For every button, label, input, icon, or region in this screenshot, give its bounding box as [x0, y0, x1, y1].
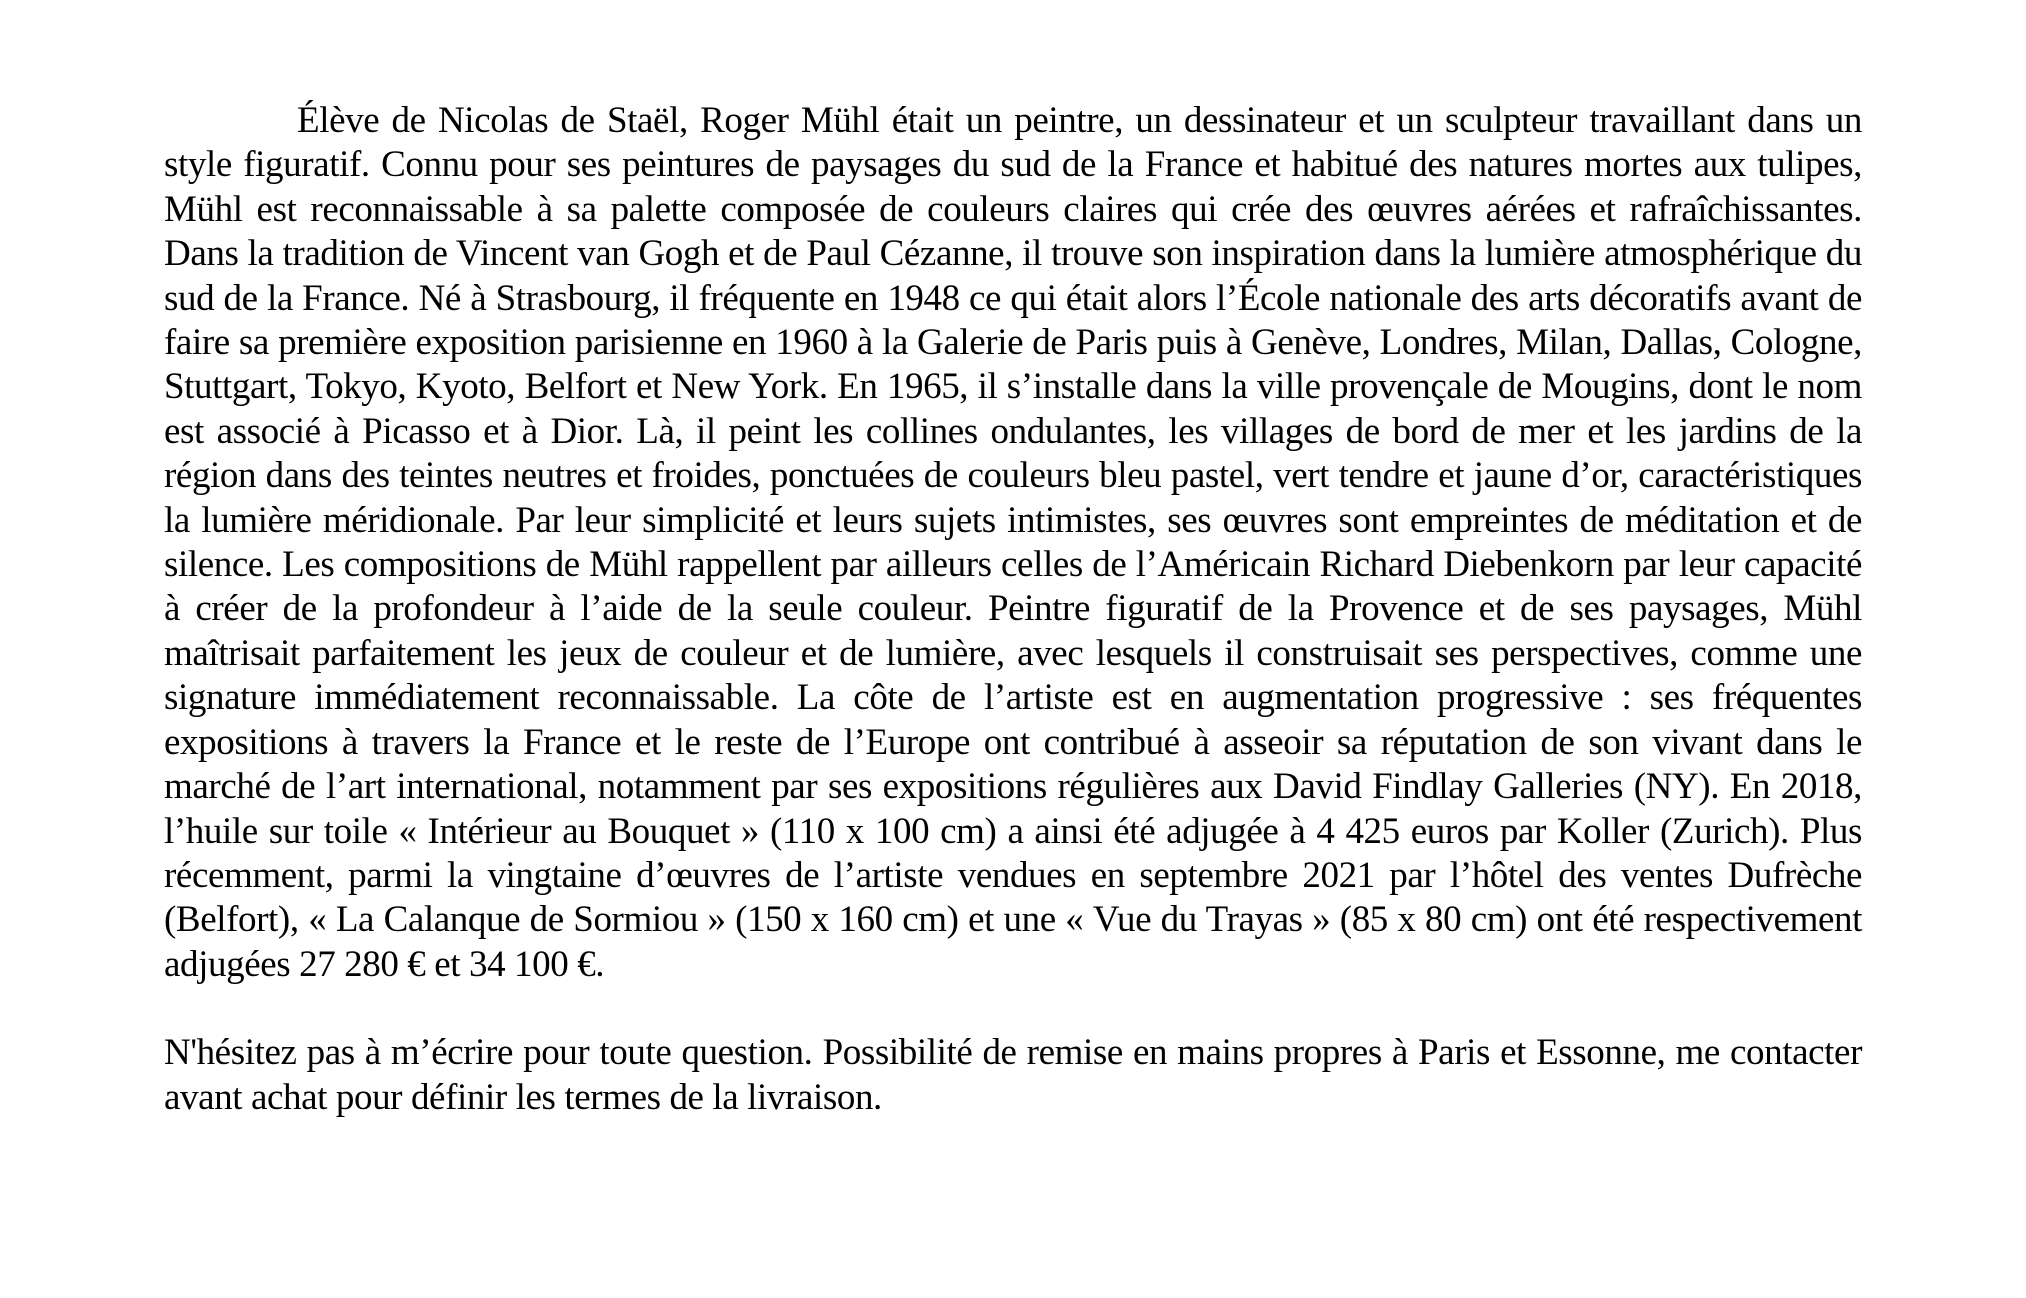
paragraph-contact-note: N'hésitez pas à m’écrire pour toute question. Possibilité de remise en mains propres à Paris et Essonne, me contacter avant achat pour définir les termes de la livraison. [164, 1032, 1862, 1118]
paragraph-artist-biography: Élève de Nicolas de Staël, Roger Mühl était un peintre, un dessinateur et un sculpteur travaillant dans un style figuratif. Connu pour ses peintures de paysages du sud de la France et habitué des natures mortes aux tulipes, Mühl est reconnaissable à sa palette composée de couleurs claires qui crée des œuvres aérées et rafraîchissantes. Dans la tradition de Vincent van Gogh et de Paul Cézanne, il trouve son inspiration dans la lumière atmosphérique du sud de la France. Né à Strasbourg, il fréquente en 1948 ce qui était alors l’École nationale des arts décoratifs avant de faire sa première exposition parisienne en 1960 à la Galerie de Paris puis à Genève, Londres, Milan, Dallas, Cologne, Stuttgart, Tokyo, Kyoto, Belfort et New York. En 1965, il s’installe dans la ville provençale de Mougins, dont le nom est associé à Picasso et à Dior. Là, il peint les collines ondulantes, les villages de bord de mer et les jardins de la région dans des teintes neutres et froides, ponctuées de couleurs bleu pastel, vert tendre et jaune d’or, caractéristiques la lumière méridionale. Par leur simplicité et leurs sujets intimistes, ses œuvres sont empreintes de méditation et de silence. Les compositions de Mühl rappellent par ailleurs celles de l’Américain Richard Diebenkorn par leur capacité à créer de la profondeur à l’aide de la seule couleur. Peintre figuratif de la Provence et de ses paysages, Mühl maîtrisait parfaitement les jeux de couleur et de lumière, avec lesquels il construisait ses perspectives, comme une signature immédiatement reconnaissable. La côte de l’artiste est en augmentation progressive : ses fréquentes expositions à travers la France et le reste de l’Europe ont contribué à asseoir sa réputation de son vivant dans le marché de l’art international, notamment par ses expositions régulières aux David Findlay Galleries (NY). En 2018, l’huile sur toile « Intérieur au Bouquet » (110 x 100 cm) a ainsi été adjugée à 4 425 euros par Koller (Zurich). Plus récemment, parmi la vingtaine d’œuvres de l’artiste vendues en septembre 2021 par l’hôtel des ventes Dufrèche (Belfort), « La Calanque de Sormiou » (150 x 160 cm) et une « Vue du Trayas » (85 x 80 cm) ont été respectivement adjugées 27 280 € et 34 100 €. [164, 100, 1862, 985]
document-page [164, 99, 1862, 1120]
